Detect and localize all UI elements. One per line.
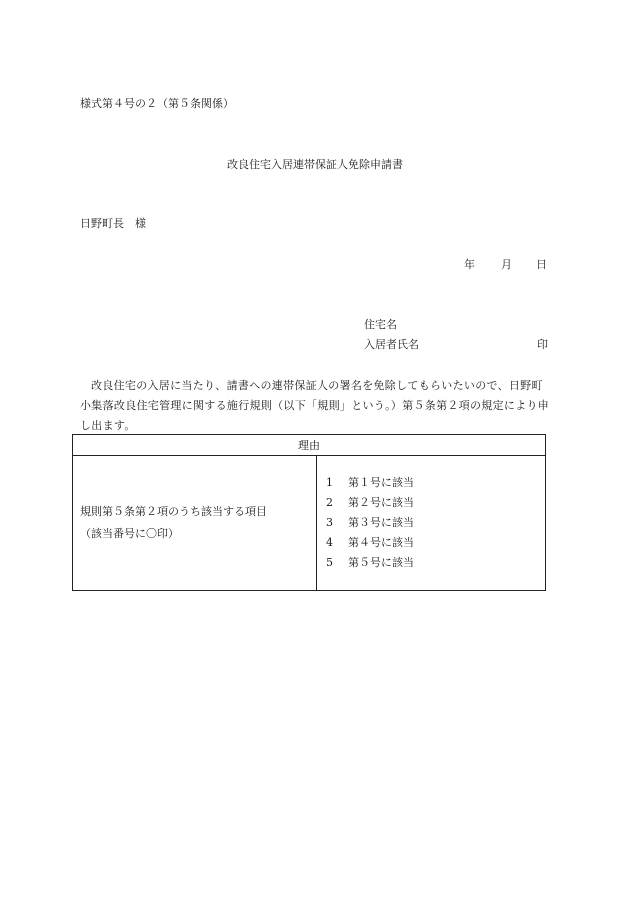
date-line: [464, 258, 547, 272]
address-label: 住宅名: [364, 318, 397, 331]
addressee: 日野町長 様: [80, 217, 146, 230]
reason-option: 4 第４号に該当: [326, 536, 414, 549]
reason-table: [72, 434, 546, 591]
seal-label: 印: [537, 338, 548, 351]
body-paragraph: 改良住宅の入居に当たり、請書への連帯保証人の署名を免除してもらいたいので、日野町小集落改良住宅管理に関する施行規則（以下「規則」という。）第５条第２項の規定により申し出ます。: [80, 379, 550, 432]
date-year-label: 年: [464, 258, 475, 271]
name-label: 入居者氏名: [364, 338, 419, 351]
reason-option: 2 第２号に該当: [326, 496, 414, 509]
reason-option: 1 第１号に該当: [326, 476, 414, 489]
reason-options-cell: [317, 456, 546, 591]
date-month-label: 月: [501, 258, 512, 271]
reason-item-label: 規則第５条第２項のうち該当する項目: [80, 505, 267, 518]
form-number: 様式第４号の２（第５条関係）: [80, 97, 234, 110]
document-title: 改良住宅入居連帯保証人免除申請書: [227, 158, 403, 171]
date-day-label: 日: [536, 258, 547, 271]
reason-item-note: （該当番号に〇印）: [80, 527, 179, 540]
reason-option: 5 第５号に該当: [326, 556, 414, 569]
reason-item-cell: [73, 456, 317, 591]
reason-option: 3 第３号に該当: [326, 516, 414, 529]
reason-table-header: 理由: [73, 435, 546, 456]
